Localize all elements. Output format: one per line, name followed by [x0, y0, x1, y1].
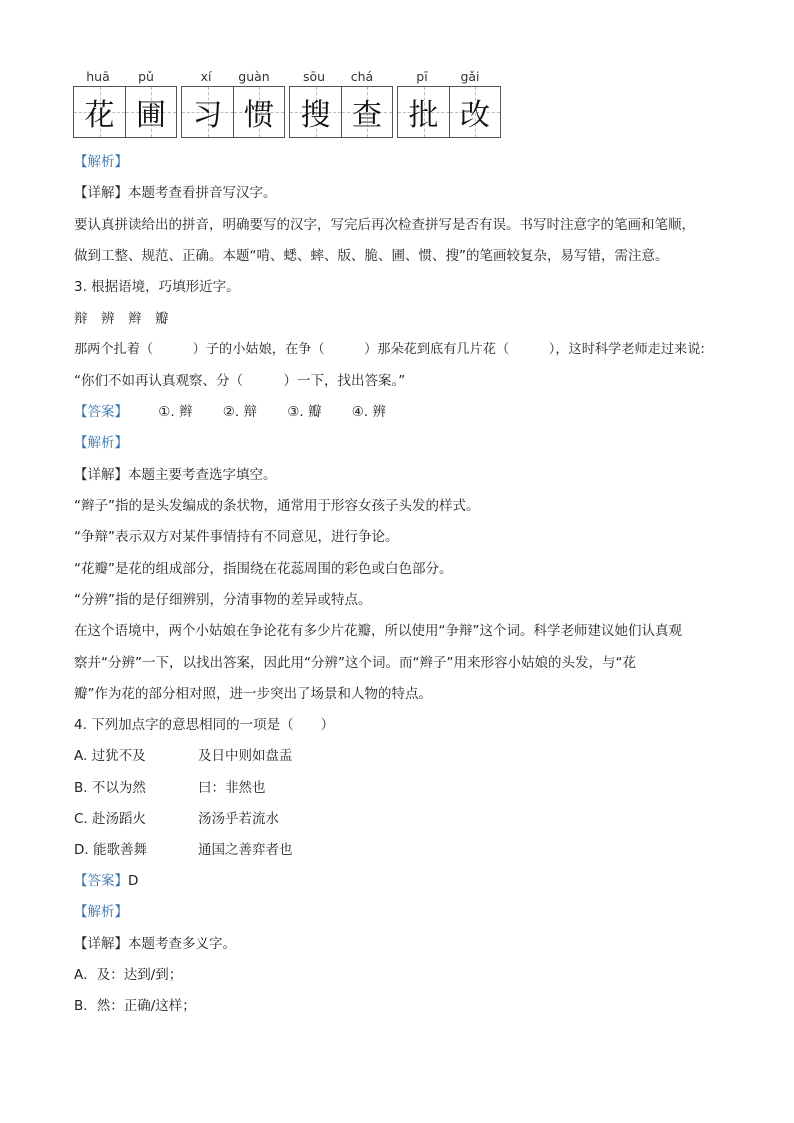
- char-cell: [398, 87, 449, 137]
- answer-item: ③. 瓣: [287, 404, 322, 420]
- explanation-line: “辫子”指的是头发编成的条状物，通常用于形容女孩子头发的样式。: [74, 498, 480, 514]
- answer-item: ④. 辨: [351, 404, 386, 420]
- char-cell: [125, 87, 176, 137]
- pinyin: pī: [416, 69, 428, 84]
- explanation-line: “争辩”表示双方对某件事情持有不同意见，进行争论。: [74, 529, 399, 545]
- question-3-sentence: 那两个扎着（ ）子的小姑娘，在争（ ）那朵花到底有几片花（ ），这时科学老师走过来说:: [74, 342, 705, 357]
- option-c-right: 汤汤乎若流水: [198, 811, 279, 827]
- explanation-line: A．及：达到/到；: [74, 967, 183, 983]
- detail-label: 【详解】: [74, 467, 128, 483]
- explanation-line: 瓣”作为花的部分相对照，进一步突出了场景和人物的特点。: [74, 686, 432, 702]
- explanation-line: 在这个语境中，两个小姑娘在争论花有多少片花瓣，所以使用“争辩”这个词。科学老师建议她们认真观: [74, 623, 682, 639]
- option-b-right: 曰：非然也: [198, 780, 266, 796]
- char-grid-group: [181, 86, 285, 138]
- analysis-heading: 【解析】: [74, 904, 128, 920]
- option-a-right: 及日中则如盘盂: [198, 748, 293, 764]
- hanzi: 搜: [300, 98, 331, 133]
- pinyin: pǔ: [138, 69, 154, 84]
- pinyin: sōu: [302, 69, 326, 84]
- option-a: [74, 744, 293, 764]
- option-a-left: A. 过犹不及: [74, 748, 146, 764]
- char-grid-group: [397, 86, 501, 138]
- explanation-line: 察并“分辨”一下，以找出答案，因此用“分辨”这个词。而“辫子”用来形容小姑娘的头发，与“花: [74, 655, 636, 671]
- detail-text: 本题主要考查选字填空。: [128, 467, 277, 483]
- option-c-left: C. 赴汤蹈火: [74, 811, 147, 827]
- hanzi: 圃: [136, 98, 166, 133]
- option-d-right: 通国之善弈者也: [198, 842, 293, 858]
- answer-4: [74, 869, 138, 889]
- pinyin: huā: [86, 69, 110, 84]
- char-cell: [290, 87, 341, 137]
- hanzi: 改: [460, 98, 490, 133]
- option-b-left: B. 不以为然: [74, 780, 146, 796]
- option-b: [74, 776, 266, 796]
- detail-text: 本题考查多义字。: [128, 936, 236, 952]
- char-cell: [449, 87, 500, 137]
- explanation-line: B．然：正确/这样；: [74, 998, 196, 1014]
- detail-line: [74, 463, 277, 483]
- explanation-line: “花瓣”是花的组成部分，指围绕在花蕊周围的彩色或白色部分。: [74, 561, 453, 577]
- question-4: 4. 下列加点字的意思相同的一项是（ ）: [74, 717, 335, 733]
- char-cell: [74, 87, 125, 137]
- answer-label: 【答案】: [74, 404, 128, 420]
- pinyin: gǎi: [460, 69, 480, 84]
- pinyin: guàn: [238, 69, 270, 84]
- char-grid-group: [73, 86, 177, 138]
- char-grid-group: [289, 86, 393, 138]
- option-d-left: D. 能歌善舞: [74, 842, 147, 858]
- explanation-line: “分辨”指的是仔细辨别，分清事物的差异或特点。: [74, 592, 372, 608]
- analysis-heading: 【解析】: [74, 154, 128, 170]
- analysis-heading: 【解析】: [74, 435, 128, 451]
- hanzi: 惯: [244, 98, 274, 133]
- pinyin: xí: [200, 69, 212, 84]
- hanzi: 查: [352, 98, 382, 133]
- question-3-chars: 辩 辨 辫 瓣: [74, 311, 169, 327]
- answer-value: D: [128, 873, 139, 889]
- char-cell: [341, 87, 392, 137]
- answer-item: ①. 辫: [158, 404, 193, 420]
- answer-label: 【答案】: [74, 873, 128, 889]
- detail-text: 本题考查看拼音写汉字。: [128, 185, 277, 201]
- question-3-sentence: “你们不如再认真观察、分（ ）一下，找出答案。”: [74, 373, 406, 389]
- paragraph-line: 做到工整、规范、正确。本题“啃、蟋、蟀、版、脆、圃、惯、搜”的笔画较复杂，易写错，需注意。: [74, 248, 669, 264]
- char-cell: [233, 87, 284, 137]
- hanzi: 花: [84, 98, 115, 133]
- detail-line: [74, 932, 236, 952]
- question-3: 3. 根据语境，巧填形近字。: [74, 279, 240, 295]
- option-d: [74, 838, 293, 858]
- paragraph-line: 要认真拼读给出的拼音，明确要写的汉字，写完后再次检查拼写是否有误。书写时注意字的笔画和笔顺，: [74, 217, 695, 233]
- option-c: [74, 807, 279, 827]
- detail-label: 【详解】: [74, 185, 128, 201]
- detail-label: 【详解】: [74, 936, 128, 952]
- answer-item: ②. 辩: [222, 404, 257, 420]
- hanzi: 习: [192, 98, 223, 133]
- pinyin: chá: [350, 69, 374, 84]
- detail-line: [74, 181, 277, 201]
- answer-3: [74, 400, 386, 420]
- hanzi: 批: [408, 98, 439, 133]
- char-cell: [182, 87, 233, 137]
